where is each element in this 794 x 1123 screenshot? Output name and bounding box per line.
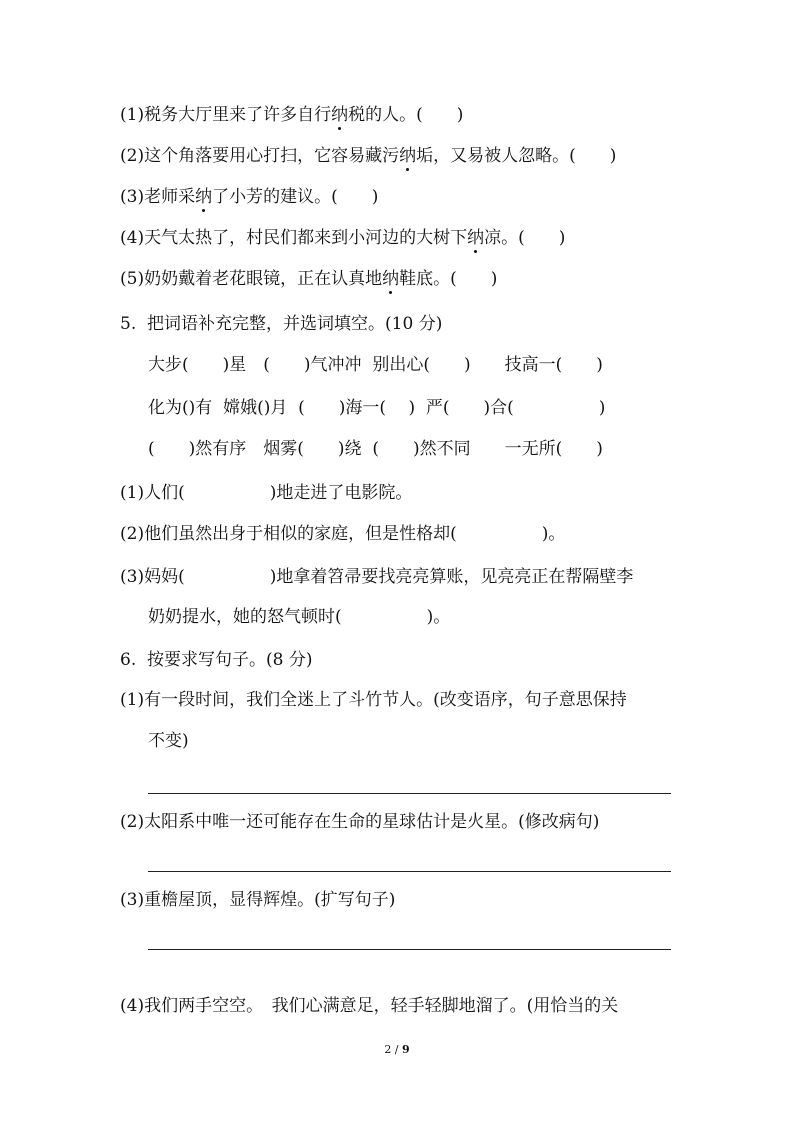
q6-item-1-cont: 不变) — [148, 731, 189, 751]
q5-word-row-3: ( )然有序 烟雾( )绕 ( )然不同 一无所( ) — [148, 439, 603, 459]
q6-item-3: (3)重檐屋顶，显得辉煌。(扩写句子) — [120, 890, 396, 910]
emphasis-char: 纳 — [467, 228, 485, 248]
emphasis-char: 纳 — [195, 187, 213, 207]
q5-fill-item-3: (3)妈妈( )地拿着笤帚要找亮亮算账，见亮亮正在帮隔壁李 — [120, 567, 634, 587]
q4-item-1: (1)税务大厅里来了许多自行纳税的人。( ) — [120, 105, 464, 125]
q4-item-5: (5)奶奶戴着老花眼镜，正在认真地纳鞋底。( ) — [120, 269, 498, 289]
emphasis-char: 纳 — [331, 105, 349, 125]
q5-fill-item-2: (2)他们虽然出身于相似的家庭，但是性格却( )。 — [120, 524, 566, 544]
q6-item-4: (4)我们两手空空。 我们心满意足，轻手轻脚地溜了。(用恰当的关 — [120, 996, 619, 1016]
q5-word-row-2: 化为()有 嫦娥()月 ( )海一( ) 严( )合( ) — [148, 398, 606, 418]
emphasis-char: 纳 — [382, 269, 400, 289]
answer-line-2[interactable] — [148, 871, 671, 872]
q5-fill-item-1: (1)人们( )地走进了电影院。 — [120, 483, 413, 503]
q5-heading: 5. 把词语补充完整，并选词填空。(10 分) — [120, 314, 443, 334]
answer-line-1[interactable] — [148, 793, 671, 794]
q4-item-3: (3)老师采纳了小芳的建议。( ) — [120, 187, 379, 207]
q6-item-2: (2)太阳系中唯一还可能存在生命的星球估计是火星。(修改病句) — [120, 812, 600, 832]
answer-line-3[interactable] — [148, 949, 671, 950]
q6-item-1: (1)有一段时间，我们全迷上了斗竹节人。(改变语序，句子意思保持 — [120, 690, 627, 710]
q4-item-2: (2)这个角落要用心打扫，它容易藏污纳垢，又易被人忽略。( ) — [120, 146, 617, 166]
emphasis-char: 纳 — [399, 146, 417, 166]
q5-fill-item-3-cont: 奶奶提水，她的怒气顿时( )。 — [148, 607, 451, 627]
q4-item-4: (4)天气太热了，村民们都来到小河边的大树下纳凉。( ) — [120, 228, 566, 248]
q5-word-row-1: 大步( )星 ( )气冲冲 别出心( ) 技高一( ) — [148, 355, 603, 375]
q6-heading: 6. 按要求写句子。(8 分) — [120, 650, 313, 670]
page-number: 2 / 9 — [384, 1043, 410, 1056]
